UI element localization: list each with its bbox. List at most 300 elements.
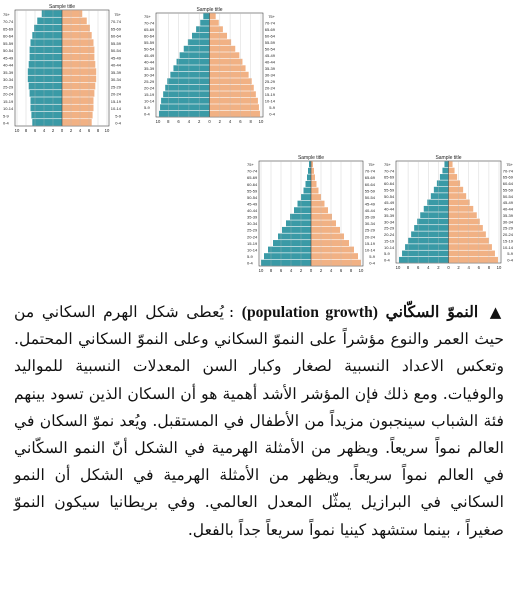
age-label-right: 60-64 bbox=[364, 181, 375, 187]
age-label-right: 45-49 bbox=[502, 200, 513, 206]
age-label-left: 55-59 bbox=[144, 40, 155, 45]
age-label-left: 10-14 bbox=[384, 244, 395, 250]
age-label-left: 35-39 bbox=[144, 66, 155, 71]
male-bar bbox=[177, 59, 210, 65]
pyramid-chart-1 bbox=[2, 0, 122, 140]
male-bar bbox=[32, 119, 62, 126]
male-bar bbox=[31, 112, 62, 119]
age-label-right: 50-54 bbox=[502, 193, 513, 199]
female-bar bbox=[210, 59, 243, 65]
age-label-left: 40-44 bbox=[384, 206, 395, 212]
male-bar bbox=[273, 240, 311, 246]
x-tick-label: 10 bbox=[155, 119, 161, 124]
pyramid-title: Sample title bbox=[196, 7, 223, 13]
x-tick-label: 8 bbox=[249, 119, 252, 124]
age-label-right: 10-14 bbox=[502, 244, 513, 250]
female-bar bbox=[449, 174, 458, 180]
male-bar bbox=[28, 68, 62, 75]
x-tick-label: 10 bbox=[14, 128, 20, 133]
age-label-left: 35-39 bbox=[247, 214, 258, 220]
male-bar bbox=[307, 174, 311, 180]
age-label-left: 70-74 bbox=[144, 20, 155, 26]
age-label-right: 5-9 bbox=[369, 253, 375, 259]
male-bar bbox=[188, 39, 210, 45]
male-bar bbox=[170, 72, 209, 78]
male-bar bbox=[29, 83, 62, 90]
female-bar bbox=[449, 212, 477, 218]
age-label-right: 65-69 bbox=[264, 27, 275, 32]
male-bar bbox=[424, 206, 449, 212]
x-tick-label: 10 bbox=[258, 268, 264, 273]
female-bar bbox=[62, 25, 90, 32]
pyramid-chart-2 bbox=[143, 3, 276, 131]
age-label-left: 50-54 bbox=[144, 46, 155, 52]
population-pyramid-2 bbox=[143, 3, 276, 131]
x-tick-label: 4 bbox=[187, 119, 191, 124]
x-tick-label: 10 bbox=[104, 128, 110, 133]
male-bar bbox=[431, 193, 449, 199]
age-label-right: 75+ bbox=[114, 11, 121, 17]
age-label-right: 0-4 bbox=[369, 260, 375, 266]
term-english: (population growth) bbox=[241, 304, 378, 321]
age-label-right: 75+ bbox=[506, 161, 513, 167]
female-bar bbox=[311, 181, 317, 187]
female-bar bbox=[62, 112, 93, 119]
male-bar bbox=[405, 244, 448, 250]
age-label-left: 70-74 bbox=[3, 19, 14, 24]
male-bar bbox=[411, 231, 448, 237]
triangle-bullet-icon: ▲ bbox=[489, 303, 504, 321]
male-bar bbox=[268, 247, 311, 253]
pyramid-chart-3 bbox=[246, 151, 376, 280]
population-pyramid-4 bbox=[383, 151, 514, 277]
male-bar bbox=[444, 161, 448, 167]
male-bar bbox=[30, 54, 62, 61]
x-tick-label: 4 bbox=[329, 268, 333, 273]
male-bar bbox=[294, 207, 311, 213]
age-label-right: 0-4 bbox=[115, 120, 121, 126]
female-bar bbox=[449, 187, 464, 193]
pyramid-chart-4 bbox=[383, 151, 514, 277]
female-bar bbox=[449, 231, 486, 237]
age-label-right: 65-69 bbox=[502, 174, 513, 180]
x-tick-label: 8 bbox=[24, 128, 28, 133]
x-tick-label: 0 bbox=[208, 119, 211, 124]
female-bar bbox=[449, 251, 495, 257]
age-label-right: 75+ bbox=[368, 162, 375, 168]
female-bar bbox=[311, 220, 336, 226]
male-bar bbox=[308, 168, 311, 174]
female-bar bbox=[62, 10, 82, 17]
age-label-left: 50-54 bbox=[384, 193, 395, 199]
female-bar bbox=[62, 54, 94, 61]
age-label-right: 55-59 bbox=[110, 40, 121, 46]
male-bar bbox=[203, 13, 209, 19]
x-tick-label: 2 bbox=[319, 268, 323, 273]
age-label-left: 5-9 bbox=[144, 105, 150, 110]
age-label-right: 25-29 bbox=[364, 227, 375, 233]
age-label-left: 5-9 bbox=[3, 113, 9, 119]
age-label-right: 70-74 bbox=[502, 168, 513, 174]
female-bar bbox=[62, 83, 95, 90]
female-bar bbox=[210, 33, 228, 39]
age-label-left: 35-39 bbox=[3, 69, 14, 75]
male-bar bbox=[200, 20, 209, 26]
age-label-left: 65-69 bbox=[247, 175, 258, 181]
x-tick-label: 6 bbox=[279, 268, 283, 273]
x-tick-label: 8 bbox=[167, 119, 170, 124]
male-bar bbox=[31, 105, 63, 112]
age-label-right: 0-4 bbox=[507, 257, 513, 263]
age-label-left: 10-14 bbox=[3, 106, 14, 111]
x-tick-label: 8 bbox=[349, 268, 353, 273]
x-tick-label: 2 bbox=[69, 128, 73, 133]
age-label-left: 5-9 bbox=[247, 253, 253, 259]
female-bar bbox=[311, 227, 340, 233]
age-label-right: 20-24 bbox=[110, 91, 121, 97]
x-tick-label: 4 bbox=[78, 128, 82, 133]
age-label-left: 25-29 bbox=[3, 84, 14, 90]
age-label-left: 50-54 bbox=[247, 194, 258, 200]
male-bar bbox=[31, 97, 63, 104]
female-bar bbox=[449, 200, 470, 206]
x-tick-label: 8 bbox=[406, 265, 410, 270]
age-label-left: 40-44 bbox=[3, 62, 14, 68]
female-bar bbox=[210, 65, 246, 71]
x-tick-label: 2 bbox=[198, 119, 201, 124]
male-bar bbox=[180, 52, 210, 58]
x-tick-label: 10 bbox=[395, 265, 401, 270]
female-bar bbox=[210, 72, 249, 78]
female-bar bbox=[210, 91, 256, 97]
male-bar bbox=[165, 85, 209, 91]
age-label-right: 35-39 bbox=[110, 69, 121, 75]
male-bar bbox=[309, 161, 311, 167]
male-bar bbox=[298, 201, 312, 207]
age-label-right: 40-44 bbox=[264, 59, 275, 65]
age-label-right: 15-19 bbox=[110, 98, 121, 104]
female-bar bbox=[311, 233, 344, 239]
age-label-left: 25-29 bbox=[384, 225, 395, 231]
female-bar bbox=[311, 260, 361, 266]
age-label-right: 30-34 bbox=[364, 221, 375, 227]
age-label-left: 60-64 bbox=[3, 33, 14, 39]
age-label-left: 30-34 bbox=[384, 219, 395, 225]
male-bar bbox=[42, 10, 62, 17]
age-label-right: 35-39 bbox=[264, 66, 275, 71]
male-bar bbox=[278, 233, 311, 239]
age-label-left: 30-34 bbox=[3, 77, 14, 82]
female-bar bbox=[311, 194, 321, 200]
male-bar bbox=[34, 25, 62, 32]
male-bar bbox=[261, 260, 311, 266]
female-bar bbox=[62, 119, 92, 126]
explanatory-paragraph bbox=[14, 298, 504, 544]
age-label-right: 40-44 bbox=[502, 206, 513, 212]
male-bar bbox=[30, 90, 62, 97]
age-label-left: 55-59 bbox=[384, 187, 395, 193]
age-label-left: 45-49 bbox=[3, 55, 14, 61]
age-label-left: 55-59 bbox=[247, 188, 258, 194]
male-bar bbox=[32, 32, 62, 39]
population-pyramid-3 bbox=[246, 151, 376, 280]
x-tick-label: 4 bbox=[289, 268, 293, 273]
male-bar bbox=[29, 61, 62, 68]
age-label-left: 60-64 bbox=[384, 181, 395, 186]
female-bar bbox=[210, 52, 240, 58]
age-label-left: 20-24 bbox=[384, 232, 395, 237]
age-label-right: 50-54 bbox=[264, 46, 275, 52]
x-tick-label: 6 bbox=[417, 265, 420, 270]
age-label-left: 60-64 bbox=[247, 181, 258, 187]
age-label-left: 45-49 bbox=[144, 53, 155, 58]
age-label-right: 20-24 bbox=[264, 85, 275, 91]
x-tick-label: 2 bbox=[51, 128, 55, 133]
age-label-left: 60-64 bbox=[144, 33, 155, 39]
female-bar bbox=[311, 214, 332, 220]
age-label-right: 15-19 bbox=[502, 238, 513, 244]
male-bar bbox=[440, 174, 449, 180]
age-label-left: 75+ bbox=[3, 11, 10, 17]
female-bar bbox=[311, 247, 354, 253]
age-label-left: 40-44 bbox=[247, 208, 258, 213]
x-tick-label: 0 bbox=[447, 265, 450, 270]
term-arabic: النموّ السكّاني bbox=[385, 302, 479, 321]
age-label-right: 70-74 bbox=[264, 20, 275, 26]
male-bar bbox=[434, 187, 449, 193]
male-bar bbox=[442, 168, 448, 174]
male-bar bbox=[159, 111, 209, 117]
female-bar bbox=[449, 180, 461, 186]
female-bar bbox=[210, 13, 216, 19]
male-bar bbox=[196, 26, 209, 32]
population-pyramid-1 bbox=[2, 0, 122, 140]
age-label-left: 20-24 bbox=[144, 85, 155, 91]
age-label-right: 0-4 bbox=[269, 111, 275, 117]
male-bar bbox=[306, 181, 312, 187]
age-label-right: 5-9 bbox=[507, 251, 513, 257]
age-label-left: 0-4 bbox=[247, 260, 253, 266]
age-label-right: 10-14 bbox=[110, 106, 121, 111]
male-bar bbox=[420, 212, 448, 218]
male-bar bbox=[402, 251, 448, 257]
x-tick-label: 10 bbox=[496, 265, 502, 270]
age-label-left: 65-69 bbox=[3, 26, 14, 32]
age-label-right: 55-59 bbox=[364, 188, 375, 194]
age-label-left: 25-29 bbox=[247, 227, 258, 233]
age-label-left: 35-39 bbox=[384, 212, 395, 218]
female-bar bbox=[62, 39, 94, 46]
male-bar bbox=[192, 33, 210, 39]
female-bar bbox=[311, 161, 313, 167]
age-label-left: 45-49 bbox=[247, 201, 258, 207]
male-bar bbox=[167, 78, 209, 84]
female-bar bbox=[311, 240, 349, 246]
age-label-left: 15-19 bbox=[3, 98, 14, 104]
male-bar bbox=[290, 214, 311, 220]
female-bar bbox=[311, 201, 325, 207]
male-bar bbox=[184, 46, 210, 52]
age-label-left: 20-24 bbox=[247, 234, 258, 240]
female-bar bbox=[210, 104, 259, 110]
age-label-right: 25-29 bbox=[110, 84, 121, 90]
age-label-left: 30-34 bbox=[247, 221, 258, 227]
x-tick-label: 10 bbox=[258, 119, 264, 124]
age-label-left: 70-74 bbox=[247, 168, 258, 174]
age-label-right: 15-19 bbox=[264, 92, 275, 97]
x-tick-label: 2 bbox=[457, 265, 460, 270]
female-bar bbox=[449, 244, 492, 250]
age-label-right: 60-64 bbox=[502, 181, 513, 186]
age-label-right: 65-69 bbox=[110, 26, 121, 32]
x-tick-label: 4 bbox=[42, 128, 46, 133]
x-tick-label: 2 bbox=[437, 265, 440, 270]
female-bar bbox=[311, 188, 319, 194]
x-tick-label: 6 bbox=[177, 119, 180, 124]
female-bar bbox=[210, 20, 219, 26]
male-bar bbox=[282, 227, 311, 233]
age-label-right: 35-39 bbox=[502, 212, 513, 218]
paragraph-body: : يُعطى شكل الهرم السكاني من حيث العمر والنوع مؤشراً على النموّ السكاني وعلى النموّ السكاني المحتمل. وتعكس الاعداد النسبية لصغار وكبار السن المعدلات النسبية للمواليد والوفيات. ومع ذلك فإن المؤشر الأشد أهمية هو أن السكان الذين تسود بينهم فئة الشباب سينجبون مزيداً من الأطفال في المستقبل. ويُعد نموّ السكان في العالم نمواً سريعاً. ويظهر من الأمثلة الهرمية في الشكل أنّ النمو السكّاني في العالم نمواً سريعاً. ويظهر من الأمثلة الهرمية في الشكل أن النمو السكاني في البرازيل يمثّل المعدل العالمي. وفي بريطانيا سيكون النموّ صغيراً ، بينما ستشهد كينيا نمواً سريعاً جداً بالفعل. bbox=[14, 303, 504, 539]
female-bar bbox=[210, 78, 252, 84]
age-label-right: 30-34 bbox=[502, 219, 513, 225]
x-tick-label: 0 bbox=[309, 268, 313, 273]
age-label-right: 30-34 bbox=[110, 77, 121, 82]
female-bar bbox=[62, 47, 94, 54]
female-bar bbox=[62, 97, 94, 104]
age-label-left: 15-19 bbox=[144, 92, 155, 97]
age-label-right: 55-59 bbox=[502, 187, 513, 193]
male-bar bbox=[31, 39, 63, 46]
female-bar bbox=[62, 61, 95, 68]
age-label-right: 60-64 bbox=[264, 33, 275, 39]
pyramid-title: Sample title bbox=[435, 155, 462, 161]
x-tick-label: 0 bbox=[60, 128, 64, 133]
x-tick-label: 6 bbox=[339, 268, 343, 273]
age-label-right: 25-29 bbox=[264, 79, 275, 84]
age-label-left: 15-19 bbox=[247, 240, 258, 246]
age-label-left: 0-4 bbox=[144, 111, 150, 117]
age-label-right: 40-44 bbox=[110, 62, 121, 68]
female-bar bbox=[311, 168, 314, 174]
age-label-right: 40-44 bbox=[364, 208, 375, 213]
x-tick-label: 6 bbox=[33, 128, 37, 133]
female-bar bbox=[62, 68, 96, 75]
pyramid-title: Sample title bbox=[48, 4, 76, 10]
male-bar bbox=[427, 200, 448, 206]
age-label-left: 45-49 bbox=[384, 200, 395, 206]
x-tick-label: 4 bbox=[467, 265, 470, 270]
male-bar bbox=[301, 194, 311, 200]
male-bar bbox=[414, 225, 448, 231]
male-bar bbox=[163, 91, 209, 97]
x-tick-label: 8 bbox=[269, 268, 273, 273]
age-label-right: 65-69 bbox=[364, 175, 375, 181]
x-tick-label: 4 bbox=[228, 119, 232, 124]
pyramid-title: Sample title bbox=[297, 155, 325, 161]
male-bar bbox=[304, 188, 312, 194]
x-tick-label: 2 bbox=[218, 119, 221, 124]
age-label-right: 45-49 bbox=[110, 55, 121, 61]
age-label-left: 75+ bbox=[384, 161, 391, 167]
female-bar bbox=[62, 76, 96, 83]
age-label-right: 10-14 bbox=[264, 98, 275, 104]
x-tick-label: 10 bbox=[358, 268, 364, 273]
age-label-right: 50-54 bbox=[110, 48, 121, 53]
age-label-right: 30-34 bbox=[264, 72, 275, 78]
female-bar bbox=[210, 26, 223, 32]
age-label-right: 70-74 bbox=[110, 19, 121, 24]
female-bar bbox=[449, 168, 455, 174]
age-label-left: 65-69 bbox=[144, 27, 155, 32]
age-label-left: 40-44 bbox=[144, 59, 155, 65]
age-label-right: 45-49 bbox=[264, 53, 275, 58]
female-bar bbox=[311, 207, 328, 213]
x-tick-label: 8 bbox=[96, 128, 100, 133]
female-bar bbox=[311, 174, 315, 180]
age-label-right: 70-74 bbox=[364, 168, 375, 174]
male-bar bbox=[37, 18, 62, 25]
x-tick-label: 6 bbox=[477, 265, 480, 270]
male-bar bbox=[28, 76, 62, 83]
female-bar bbox=[449, 206, 474, 212]
female-bar bbox=[449, 219, 480, 225]
age-label-left: 65-69 bbox=[384, 174, 395, 180]
age-label-right: 20-24 bbox=[502, 232, 513, 237]
age-label-right: 45-49 bbox=[364, 201, 375, 207]
female-bar bbox=[210, 39, 232, 45]
age-label-left: 0-4 bbox=[384, 257, 390, 263]
female-bar bbox=[62, 32, 92, 39]
male-bar bbox=[417, 219, 448, 225]
x-tick-label: 4 bbox=[427, 265, 430, 270]
age-label-left: 25-29 bbox=[144, 79, 155, 84]
age-label-right: 60-64 bbox=[110, 33, 121, 39]
male-bar bbox=[160, 104, 209, 110]
x-tick-label: 6 bbox=[87, 128, 91, 133]
age-label-right: 35-39 bbox=[364, 214, 375, 220]
female-bar bbox=[62, 105, 94, 112]
x-tick-label: 2 bbox=[299, 268, 303, 273]
age-label-left: 10-14 bbox=[144, 98, 155, 104]
age-label-left: 30-34 bbox=[144, 72, 155, 78]
female-bar bbox=[62, 18, 87, 25]
age-label-left: 15-19 bbox=[384, 238, 395, 244]
female-bar bbox=[449, 257, 498, 263]
age-label-left: 70-74 bbox=[384, 168, 395, 174]
x-tick-label: 6 bbox=[239, 119, 242, 124]
male-bar bbox=[173, 65, 209, 71]
female-bar bbox=[449, 193, 467, 199]
age-label-right: 5-9 bbox=[269, 105, 275, 110]
age-label-left: 10-14 bbox=[247, 247, 258, 253]
age-label-right: 50-54 bbox=[364, 194, 375, 200]
age-label-left: 0-4 bbox=[3, 120, 9, 126]
male-bar bbox=[30, 47, 62, 54]
age-label-right: 10-14 bbox=[364, 247, 375, 253]
age-label-left: 55-59 bbox=[3, 40, 14, 46]
age-label-left: 20-24 bbox=[3, 91, 14, 97]
age-label-right: 15-19 bbox=[364, 240, 375, 246]
male-bar bbox=[437, 180, 449, 186]
age-label-right: 25-29 bbox=[502, 225, 513, 231]
age-label-left: 50-54 bbox=[3, 48, 14, 53]
male-bar bbox=[286, 220, 311, 226]
female-bar bbox=[210, 85, 254, 91]
age-label-right: 5-9 bbox=[115, 113, 121, 119]
female-bar bbox=[210, 111, 260, 117]
female-bar bbox=[449, 225, 483, 231]
